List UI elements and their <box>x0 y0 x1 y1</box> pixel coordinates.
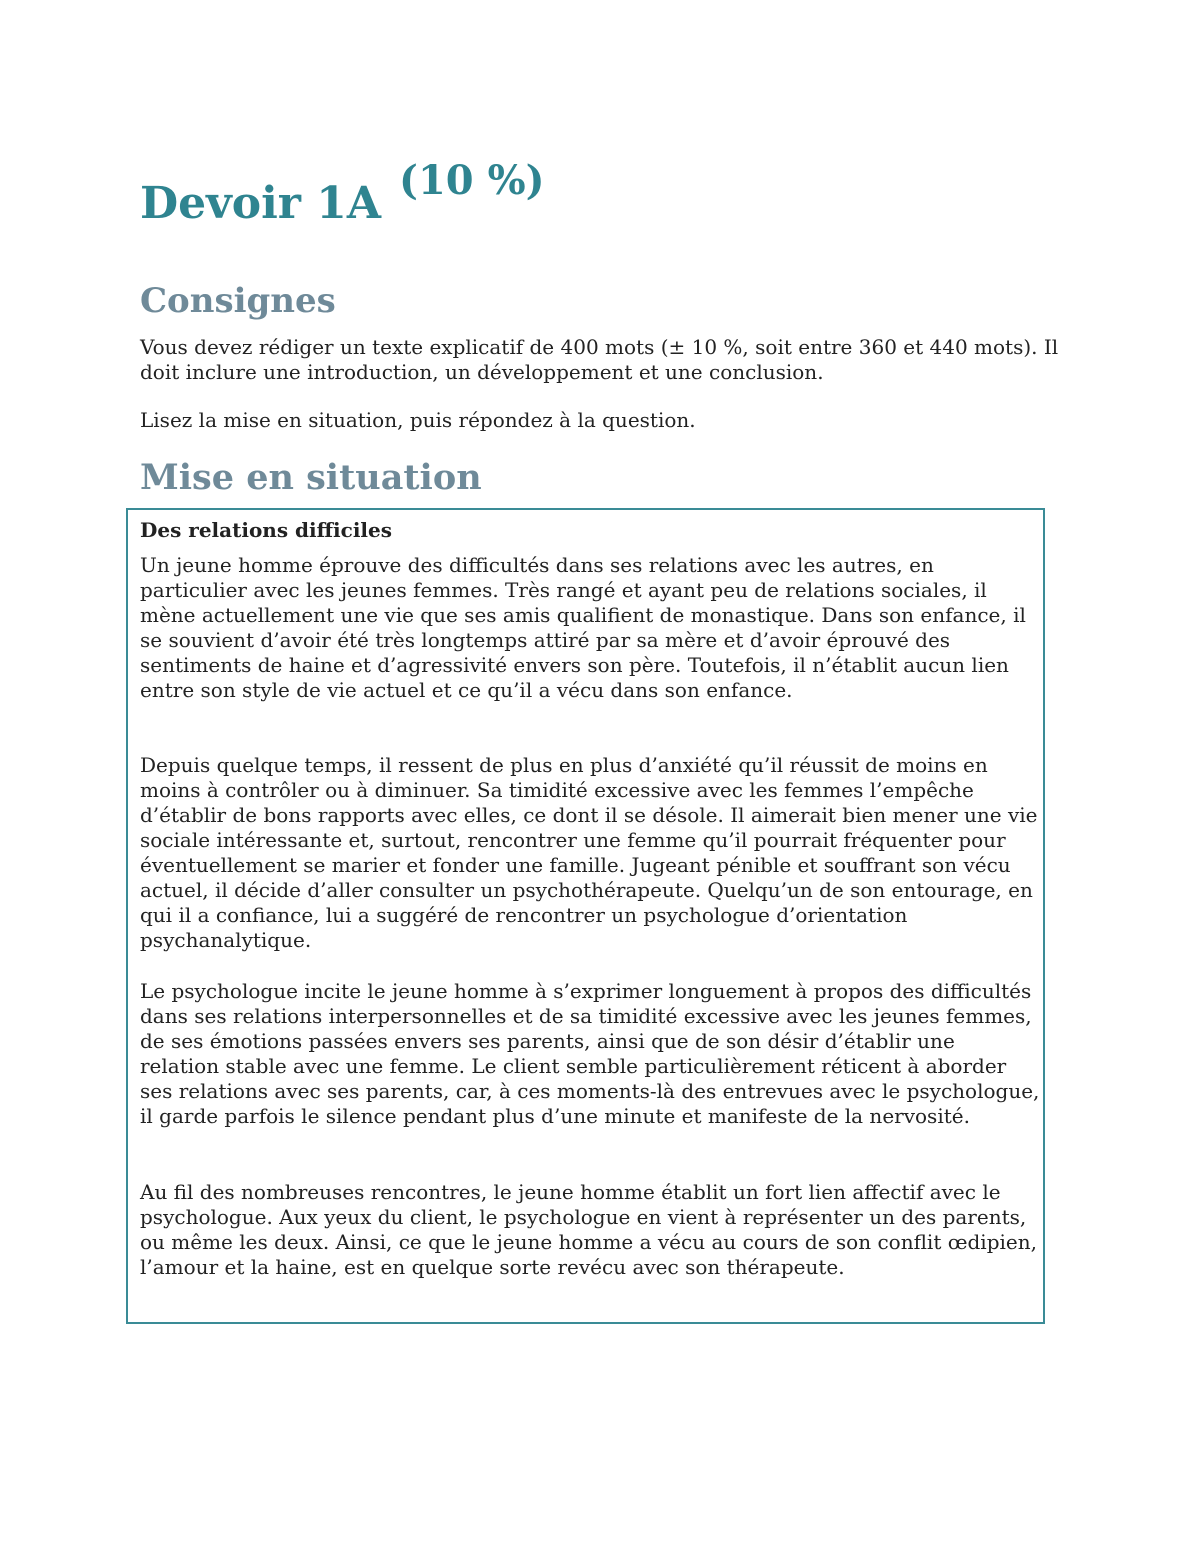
consignes-paragraph-2: Lisez la mise en situation, puis répondez à la question. <box>140 408 696 432</box>
situation-box-title: Des relations difficiles <box>140 518 393 542</box>
document-title <box>140 157 545 229</box>
consignes-paragraph-1: Vous devez rédiger un texte explicatif de 400 mots (± 10 %, soit entre 360 et 440 mots). Il doit inclure une introduction, un développement et une conclusion. <box>140 335 1059 384</box>
title-weight: (10 %) <box>399 157 545 204</box>
situation-paragraph-1: Un jeune homme éprouve des difficultés dans ses relations avec les autres, en particulier avec les jeunes femmes. Très rangé et ayant peu de relations sociales, il mène actuellement une vie que ses amis qualifient de monastique. Dans son enfance, il se souvient d’avoir été très longtemps attiré par sa mère et d’avoir éprouvé des sentiments de haine et d’agressivité envers son père. Toutefois, il n’établit aucun lien entre son style de vie actuel et ce qu’il a vécu dans son enfance. <box>140 553 1026 702</box>
situation-box <box>126 508 1045 1324</box>
title-text: Devoir 1A <box>140 178 382 229</box>
situation-paragraph-3: Le psychologue incite le jeune homme à s’exprimer longuement à propos des difficultés dans ses relations interpersonnelles et de sa timidité excessive avec les jeunes femmes, de ses émotions passées envers ses parents, ainsi que de son désir d’établir une relation stable avec une femme. Le client semble particulièrement réticent à aborder ses relations avec ses parents, car, à ces moments-là des entrevues avec le psychologue, il garde parfois le silence pendant plus d’une minute et manifeste de la nervosité. <box>140 979 1040 1128</box>
situation-paragraph-2: Depuis quelque temps, il ressent de plus en plus d’anxiété qu’il réussit de moins en moins à contrôler ou à diminuer. Sa timidité excessive avec les femmes l’empêche d’établir de bons rapports avec elles, ce dont il se désole. Il aimerait bien mener une vie sociale intéressante et, surtout, rencontrer une femme qu’il pourrait fréquenter pour éventuellement se marier et fonder une famille. Jugeant pénible et souffrant son vécu actuel, il décide d’aller consulter un psychothérapeute. Quelqu’un de son entourage, en qui il a confiance, lui a suggéré de rencontrer un psychologue d’orientation psychanalytique. <box>140 753 1038 952</box>
consignes-heading: Consignes <box>140 281 336 321</box>
mise-en-situation-heading: Mise en situation <box>140 457 482 498</box>
situation-paragraph-4: Au fil des nombreuses rencontres, le jeune homme établit un fort lien affectif avec le psychologue. Aux yeux du client, le psychologue en vient à représenter un des parents, ou même les deux. Ainsi, ce que le jeune homme a vécu au cours de son conflit œdipien, l’amour et la haine, est en quelque sorte revécu avec son thérapeute. <box>140 1180 1037 1279</box>
